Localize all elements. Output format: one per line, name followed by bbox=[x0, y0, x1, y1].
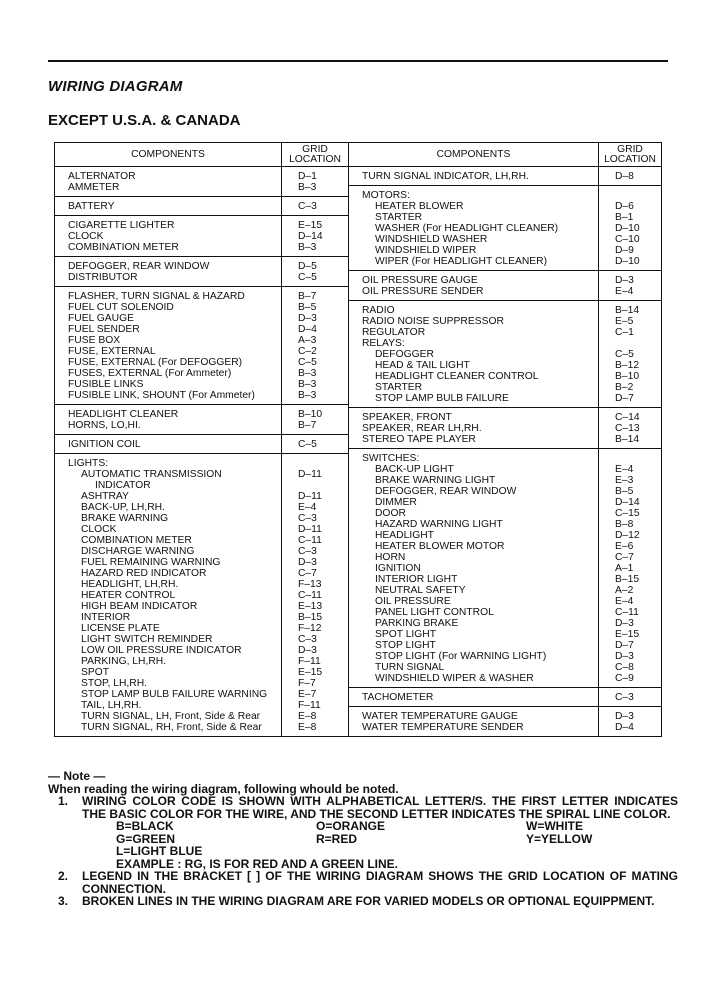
component-name: LIGHT SWITCH REMINDER bbox=[81, 634, 213, 645]
grid-location: D–3 bbox=[298, 645, 317, 656]
component-name: HAZARD RED INDICATOR bbox=[81, 568, 207, 579]
grid-location bbox=[615, 338, 661, 349]
grid-location: D–3 bbox=[615, 711, 634, 722]
component-name: DISCHARGE WARNING bbox=[81, 546, 195, 557]
grid-location: B–1 bbox=[615, 212, 634, 223]
grid-location: E–6 bbox=[615, 541, 634, 552]
component-name: FUEL GAUGE bbox=[68, 313, 134, 324]
component-name: TURN SIGNAL bbox=[375, 662, 445, 673]
table-group bbox=[349, 408, 661, 449]
grid-location: D–8 bbox=[615, 171, 634, 182]
grid-location: E–15 bbox=[298, 667, 323, 678]
table-group bbox=[55, 435, 348, 454]
grid-location: C–10 bbox=[615, 234, 640, 245]
component-name: INTERIOR bbox=[81, 612, 131, 623]
grid-location: C–5 bbox=[615, 349, 634, 360]
grid-location: D–10 bbox=[615, 223, 640, 234]
component-name: HIGH BEAM INDICATOR bbox=[81, 601, 198, 612]
grid-location: C–8 bbox=[615, 662, 634, 673]
component-name: ASHTRAY bbox=[81, 491, 129, 502]
component-name: STEREO TAPE PLAYER bbox=[362, 434, 476, 445]
grid-location: C–11 bbox=[615, 607, 639, 618]
grid-location bbox=[298, 480, 348, 491]
component-name: OIL PRESSURE SENDER bbox=[362, 286, 484, 297]
grid-location: F–13 bbox=[298, 579, 322, 590]
components-table-left bbox=[54, 142, 349, 737]
grid-location: D–3 bbox=[298, 557, 317, 568]
component-name: TURN SIGNAL, RH, Front, Side & Rear bbox=[81, 722, 262, 733]
grid-location: D–3 bbox=[615, 651, 634, 662]
grid-location: C–7 bbox=[298, 568, 317, 579]
table-group bbox=[349, 449, 661, 688]
component-name: HEADLIGHT CLEANER bbox=[68, 409, 179, 420]
component-name: INTERIOR LIGHT bbox=[375, 574, 458, 585]
note-number: 1. bbox=[58, 794, 69, 808]
grid-location: E–4 bbox=[615, 464, 634, 475]
component-name: BACK-UP LIGHT bbox=[375, 464, 454, 475]
grid-location: E–5 bbox=[615, 316, 634, 327]
component-cell bbox=[55, 216, 282, 256]
component-name: HEADLIGHT, LH,RH. bbox=[81, 579, 179, 590]
component-name: SWITCHES: bbox=[362, 453, 420, 464]
component-name: HEADLIGHT CLEANER CONTROL bbox=[375, 371, 539, 382]
grid-location: D–10 bbox=[615, 256, 640, 267]
component-name: OIL PRESSURE bbox=[375, 596, 451, 607]
grid-location: E–4 bbox=[298, 502, 317, 513]
grid-cell bbox=[599, 707, 661, 736]
table-group bbox=[55, 216, 348, 257]
table-group bbox=[349, 707, 661, 736]
grid-location: E–13 bbox=[298, 601, 323, 612]
grid-cell bbox=[599, 301, 661, 407]
component-name: AMMETER bbox=[68, 182, 120, 193]
component-name: WATER TEMPERATURE GAUGE bbox=[362, 711, 518, 722]
component-cell bbox=[55, 167, 282, 196]
component-name: FUEL REMAINING WARNING bbox=[81, 557, 221, 568]
grid-location: D–9 bbox=[615, 245, 634, 256]
table-group bbox=[349, 186, 661, 271]
component-name: COMBINATION METER bbox=[68, 242, 179, 253]
table-group bbox=[349, 167, 661, 186]
grid-location: B–3 bbox=[298, 368, 317, 379]
grid-location: B–3 bbox=[298, 390, 317, 401]
component-name: SPOT LIGHT bbox=[375, 629, 437, 640]
color-code: W=WHITE bbox=[526, 819, 583, 833]
grid-cell bbox=[282, 197, 348, 215]
table-group bbox=[55, 454, 348, 736]
grid-location bbox=[615, 453, 661, 464]
grid-location: E–8 bbox=[298, 722, 317, 733]
component-cell bbox=[55, 435, 282, 453]
grid-location bbox=[298, 458, 348, 469]
component-name: STOP, LH,RH. bbox=[81, 678, 147, 689]
component-name: SPOT bbox=[81, 667, 110, 678]
color-code: L=LIGHT BLUE bbox=[116, 844, 203, 858]
component-name: HAZARD WARNING LIGHT bbox=[375, 519, 503, 530]
note-intro: When reading the wiring diagram, following whould be noted. bbox=[48, 781, 399, 796]
component-cell bbox=[55, 287, 282, 404]
component-name: COMBINATION METER bbox=[81, 535, 192, 546]
component-name: WINDSHIELD WASHER bbox=[375, 234, 488, 245]
component-name: HEATER BLOWER MOTOR bbox=[375, 541, 505, 552]
note-text: WIRING COLOR CODE IS SHOWN WITH ALPHABETICAL LETTER/S. THE FIRST LETTER INDICATES THE BASIC COLOR FOR THE WIRE, AND THE SECOND LETTER INDICATES THE SPIRAL LINE COLOR. bbox=[82, 794, 678, 821]
grid-location: D–5 bbox=[298, 261, 317, 272]
component-name: OIL PRESSURE GAUGE bbox=[362, 275, 478, 286]
component-cell bbox=[349, 301, 599, 407]
grid-location: D–7 bbox=[615, 640, 634, 651]
grid-location: C–5 bbox=[298, 272, 317, 283]
component-name: WINDSHIELD WIPER & WASHER bbox=[375, 673, 534, 684]
component-name: AUTOMATIC TRANSMISSION bbox=[81, 469, 222, 480]
grid-location: B–2 bbox=[615, 382, 634, 393]
component-name: DEFOGGER, REAR WINDOW bbox=[68, 261, 210, 272]
component-name: STARTER bbox=[375, 382, 423, 393]
grid-location: B–14 bbox=[615, 434, 640, 445]
grid-location: C–3 bbox=[298, 546, 317, 557]
grid-location: C–3 bbox=[298, 634, 317, 645]
component-name: LICENSE PLATE bbox=[81, 623, 160, 634]
note-number: 2. bbox=[58, 869, 69, 883]
grid-location: C–5 bbox=[298, 439, 317, 450]
component-name: BATTERY bbox=[68, 201, 115, 212]
component-cell bbox=[349, 408, 599, 448]
grid-location: C–5 bbox=[298, 357, 317, 368]
component-name: STOP LAMP BULB FAILURE WARNING bbox=[81, 689, 268, 700]
table-group bbox=[349, 271, 661, 301]
grid-location: F–7 bbox=[298, 678, 316, 689]
component-name: PANEL LIGHT CONTROL bbox=[375, 607, 494, 618]
component-name: WASHER (For HEADLIGHT CLEANER) bbox=[375, 223, 559, 234]
component-name: LIGHTS: bbox=[68, 458, 109, 469]
component-name: FUSES, EXTERNAL (For Ammeter) bbox=[68, 368, 232, 379]
component-name: FUSIBLE LINKS bbox=[68, 379, 144, 390]
grid-location: A–2 bbox=[615, 585, 634, 596]
components-table-right bbox=[348, 142, 662, 737]
grid-location: B–3 bbox=[298, 242, 317, 253]
grid-location: D–6 bbox=[615, 201, 634, 212]
grid-location: D–4 bbox=[615, 722, 634, 733]
table-header bbox=[55, 143, 348, 167]
page-title: WIRING DIAGRAM bbox=[48, 78, 183, 95]
component-name: FUSE, EXTERNAL (For DEFOGGER) bbox=[68, 357, 243, 368]
grid-location bbox=[615, 190, 661, 201]
grid-location: B–14 bbox=[615, 305, 640, 316]
grid-location: F–11 bbox=[298, 700, 321, 711]
component-name: DISTRIBUTOR bbox=[68, 272, 138, 283]
component-name: STARTER bbox=[375, 212, 423, 223]
grid-cell bbox=[282, 454, 348, 736]
page-subtitle: EXCEPT U.S.A. & CANADA bbox=[48, 112, 241, 129]
top-rule bbox=[48, 60, 668, 62]
component-name: FUSIBLE LINK, SHOUNT (For Ammeter) bbox=[68, 390, 255, 401]
color-code: Y=YELLOW bbox=[526, 831, 593, 846]
component-cell bbox=[55, 405, 282, 434]
grid-location: B–3 bbox=[298, 379, 317, 390]
grid-location: D–3 bbox=[298, 313, 317, 324]
grid-location: F–11 bbox=[298, 656, 321, 667]
grid-location: B–12 bbox=[615, 360, 640, 371]
component-name: HEADLIGHT bbox=[375, 530, 434, 541]
component-name: INDICATOR bbox=[95, 480, 151, 491]
grid-location: C–9 bbox=[615, 673, 634, 684]
component-name: BRAKE WARNING LIGHT bbox=[375, 475, 496, 486]
component-cell bbox=[349, 449, 599, 687]
grid-location: B–10 bbox=[298, 409, 323, 420]
grid-cell bbox=[282, 435, 348, 453]
component-name: IGNITION COIL bbox=[68, 439, 141, 450]
component-name: WATER TEMPERATURE SENDER bbox=[362, 722, 524, 733]
grid-location: B–15 bbox=[298, 612, 323, 623]
grid-cell bbox=[599, 688, 661, 706]
note-number: 3. bbox=[58, 894, 69, 908]
component-name: STOP LAMP BULB FAILURE bbox=[375, 393, 509, 404]
grid-location: F–12 bbox=[298, 623, 322, 634]
color-code-example: EXAMPLE : RG, IS FOR RED AND A GREEN LINE. bbox=[116, 856, 399, 871]
component-cell bbox=[349, 688, 599, 706]
component-cell bbox=[349, 167, 599, 185]
grid-location: C–15 bbox=[615, 508, 640, 519]
grid-location: D–3 bbox=[615, 275, 634, 286]
note-text: BROKEN LINES IN THE WIRING DIAGRAM ARE FOR VARIED MODELS OR OPTIONAL EQUIPPMENT. bbox=[82, 894, 655, 908]
component-name: TAIL, LH,RH. bbox=[81, 700, 142, 711]
grid-cell bbox=[282, 167, 348, 196]
component-name: HORN bbox=[375, 552, 406, 563]
grid-cell bbox=[599, 271, 661, 300]
color-code: O=ORANGE bbox=[316, 819, 386, 833]
grid-location: E–4 bbox=[615, 286, 634, 297]
grid-location-header: GRID LOCATION bbox=[604, 143, 656, 165]
component-name: CIGARETTE LIGHTER bbox=[68, 220, 175, 231]
grid-location: B–5 bbox=[298, 302, 317, 313]
table-group bbox=[349, 688, 661, 707]
grid-location: C–11 bbox=[298, 590, 322, 601]
component-name: DIMMER bbox=[375, 497, 417, 508]
color-code-list bbox=[48, 820, 678, 858]
component-name: BRAKE WARNING bbox=[81, 513, 169, 524]
component-name: SPEAKER, REAR LH,RH. bbox=[362, 423, 482, 434]
grid-location: E–15 bbox=[615, 629, 640, 640]
note-item-3 bbox=[48, 895, 678, 908]
table-body bbox=[55, 167, 348, 736]
component-name: STOP LIGHT (For WARNING LIGHT) bbox=[375, 651, 547, 662]
component-name: DEFOGGER bbox=[375, 349, 434, 360]
grid-cell bbox=[282, 257, 348, 286]
component-name: HEATER CONTROL bbox=[81, 590, 176, 601]
component-name: TURN SIGNAL, LH, Front, Side & Rear bbox=[81, 711, 261, 722]
grid-location: D–14 bbox=[615, 497, 640, 508]
grid-location: B–7 bbox=[298, 420, 317, 431]
component-cell bbox=[349, 707, 599, 736]
grid-location: D–3 bbox=[615, 618, 634, 629]
color-code: R=RED bbox=[316, 831, 358, 846]
component-cell bbox=[349, 186, 599, 270]
grid-cell bbox=[282, 216, 348, 256]
grid-location: D–7 bbox=[615, 393, 634, 404]
component-name: CLOCK bbox=[68, 231, 104, 242]
component-cell bbox=[55, 197, 282, 215]
component-name: TACHOMETER bbox=[362, 692, 434, 703]
grid-location: B–7 bbox=[298, 291, 317, 302]
grid-location: C–1 bbox=[615, 327, 634, 338]
component-name: PARKING, LH,RH. bbox=[81, 656, 167, 667]
grid-location: C–2 bbox=[298, 346, 317, 357]
table-body bbox=[349, 167, 661, 736]
table-group bbox=[349, 301, 661, 408]
grid-location: E–4 bbox=[615, 596, 634, 607]
color-code: G=GREEN bbox=[116, 831, 176, 846]
component-name: FLASHER, TURN SIGNAL & HAZARD bbox=[68, 291, 245, 302]
component-name: FUSE BOX bbox=[68, 335, 121, 346]
grid-location: C–14 bbox=[615, 412, 640, 423]
table-group bbox=[55, 197, 348, 216]
grid-cell bbox=[599, 186, 661, 270]
table-group bbox=[55, 405, 348, 435]
component-cell bbox=[349, 271, 599, 300]
grid-location: D–1 bbox=[298, 171, 317, 182]
grid-location: D–11 bbox=[298, 524, 322, 535]
grid-location: B–15 bbox=[615, 574, 640, 585]
component-name: RELAYS: bbox=[362, 338, 405, 349]
component-name: DEFOGGER, REAR WINDOW bbox=[375, 486, 517, 497]
component-name: HORNS, LO,HI. bbox=[68, 420, 141, 431]
grid-location: E–15 bbox=[298, 220, 323, 231]
component-name: MOTORS: bbox=[362, 190, 410, 201]
grid-location: B–3 bbox=[298, 182, 317, 193]
component-name: IGNITION bbox=[375, 563, 421, 574]
component-name: SPEAKER, FRONT bbox=[362, 412, 452, 423]
grid-location: C–11 bbox=[298, 535, 322, 546]
component-name: RADIO NOISE SUPPRESSOR bbox=[362, 316, 504, 327]
component-name: HEAD & TAIL LIGHT bbox=[375, 360, 470, 371]
component-cell bbox=[55, 454, 282, 736]
grid-location: D–4 bbox=[298, 324, 317, 335]
component-name: STOP LIGHT bbox=[375, 640, 436, 651]
grid-location-header: GRID LOCATION bbox=[289, 143, 341, 165]
grid-cell bbox=[599, 167, 661, 185]
grid-location: E–7 bbox=[298, 689, 317, 700]
grid-cell bbox=[599, 408, 661, 448]
component-name: NEUTRAL SAFETY bbox=[375, 585, 466, 596]
component-name: PARKING BRAKE bbox=[375, 618, 459, 629]
grid-location: B–5 bbox=[615, 486, 634, 497]
component-name: LOW OIL PRESSURE INDICATOR bbox=[81, 645, 242, 656]
grid-cell bbox=[282, 287, 348, 404]
table-group bbox=[55, 257, 348, 287]
grid-location: E–3 bbox=[615, 475, 634, 486]
components-header: COMPONENTS bbox=[349, 143, 599, 166]
component-name: REGULATOR bbox=[362, 327, 426, 338]
component-name: FUEL SENDER bbox=[68, 324, 140, 335]
grid-location: C–3 bbox=[298, 513, 317, 524]
grid-cell bbox=[282, 405, 348, 434]
note-item-1 bbox=[48, 795, 678, 820]
grid-location: E–8 bbox=[298, 711, 317, 722]
color-code: B=BLACK bbox=[116, 819, 174, 833]
table-group bbox=[55, 167, 348, 197]
grid-location: C–13 bbox=[615, 423, 640, 434]
grid-location: A–3 bbox=[298, 335, 317, 346]
note-heading: — Note — bbox=[48, 769, 106, 783]
grid-location: B–8 bbox=[615, 519, 634, 530]
component-name: WINDSHIELD WIPER bbox=[375, 245, 477, 256]
component-name: DOOR bbox=[375, 508, 406, 519]
component-cell bbox=[55, 257, 282, 286]
component-name: RADIO bbox=[362, 305, 395, 316]
component-name: FUSE, EXTERNAL bbox=[68, 346, 156, 357]
component-name: HEATER BLOWER bbox=[375, 201, 464, 212]
component-name: CLOCK bbox=[81, 524, 117, 535]
grid-location: D–12 bbox=[615, 530, 640, 541]
table-group bbox=[55, 287, 348, 405]
grid-location: A–1 bbox=[615, 563, 634, 574]
component-name: ALTERNATOR bbox=[68, 171, 136, 182]
grid-location: C–3 bbox=[615, 692, 634, 703]
table-header bbox=[349, 143, 661, 167]
component-name: FUEL CUT SOLENOID bbox=[68, 302, 174, 313]
note-section bbox=[48, 770, 678, 908]
components-header: COMPONENTS bbox=[55, 143, 282, 166]
grid-location: C–3 bbox=[298, 201, 317, 212]
grid-location: D–11 bbox=[298, 491, 322, 502]
grid-cell bbox=[599, 449, 661, 687]
grid-location: D–11 bbox=[298, 469, 322, 480]
component-name: WIPER (For HEADLIGHT CLEANER) bbox=[375, 256, 548, 267]
note-text: LEGEND IN THE BRACKET [ ] OF THE WIRING DIAGRAM SHOWS THE GRID LOCATION OF MATING CONNECTION. bbox=[82, 869, 678, 896]
grid-location: B–10 bbox=[615, 371, 640, 382]
component-name: BACK-UP, LH,RH. bbox=[81, 502, 165, 513]
grid-location: D–14 bbox=[298, 231, 323, 242]
grid-location: C–7 bbox=[615, 552, 634, 563]
component-name: TURN SIGNAL INDICATOR, LH,RH. bbox=[362, 171, 529, 182]
note-item-2 bbox=[48, 870, 678, 895]
